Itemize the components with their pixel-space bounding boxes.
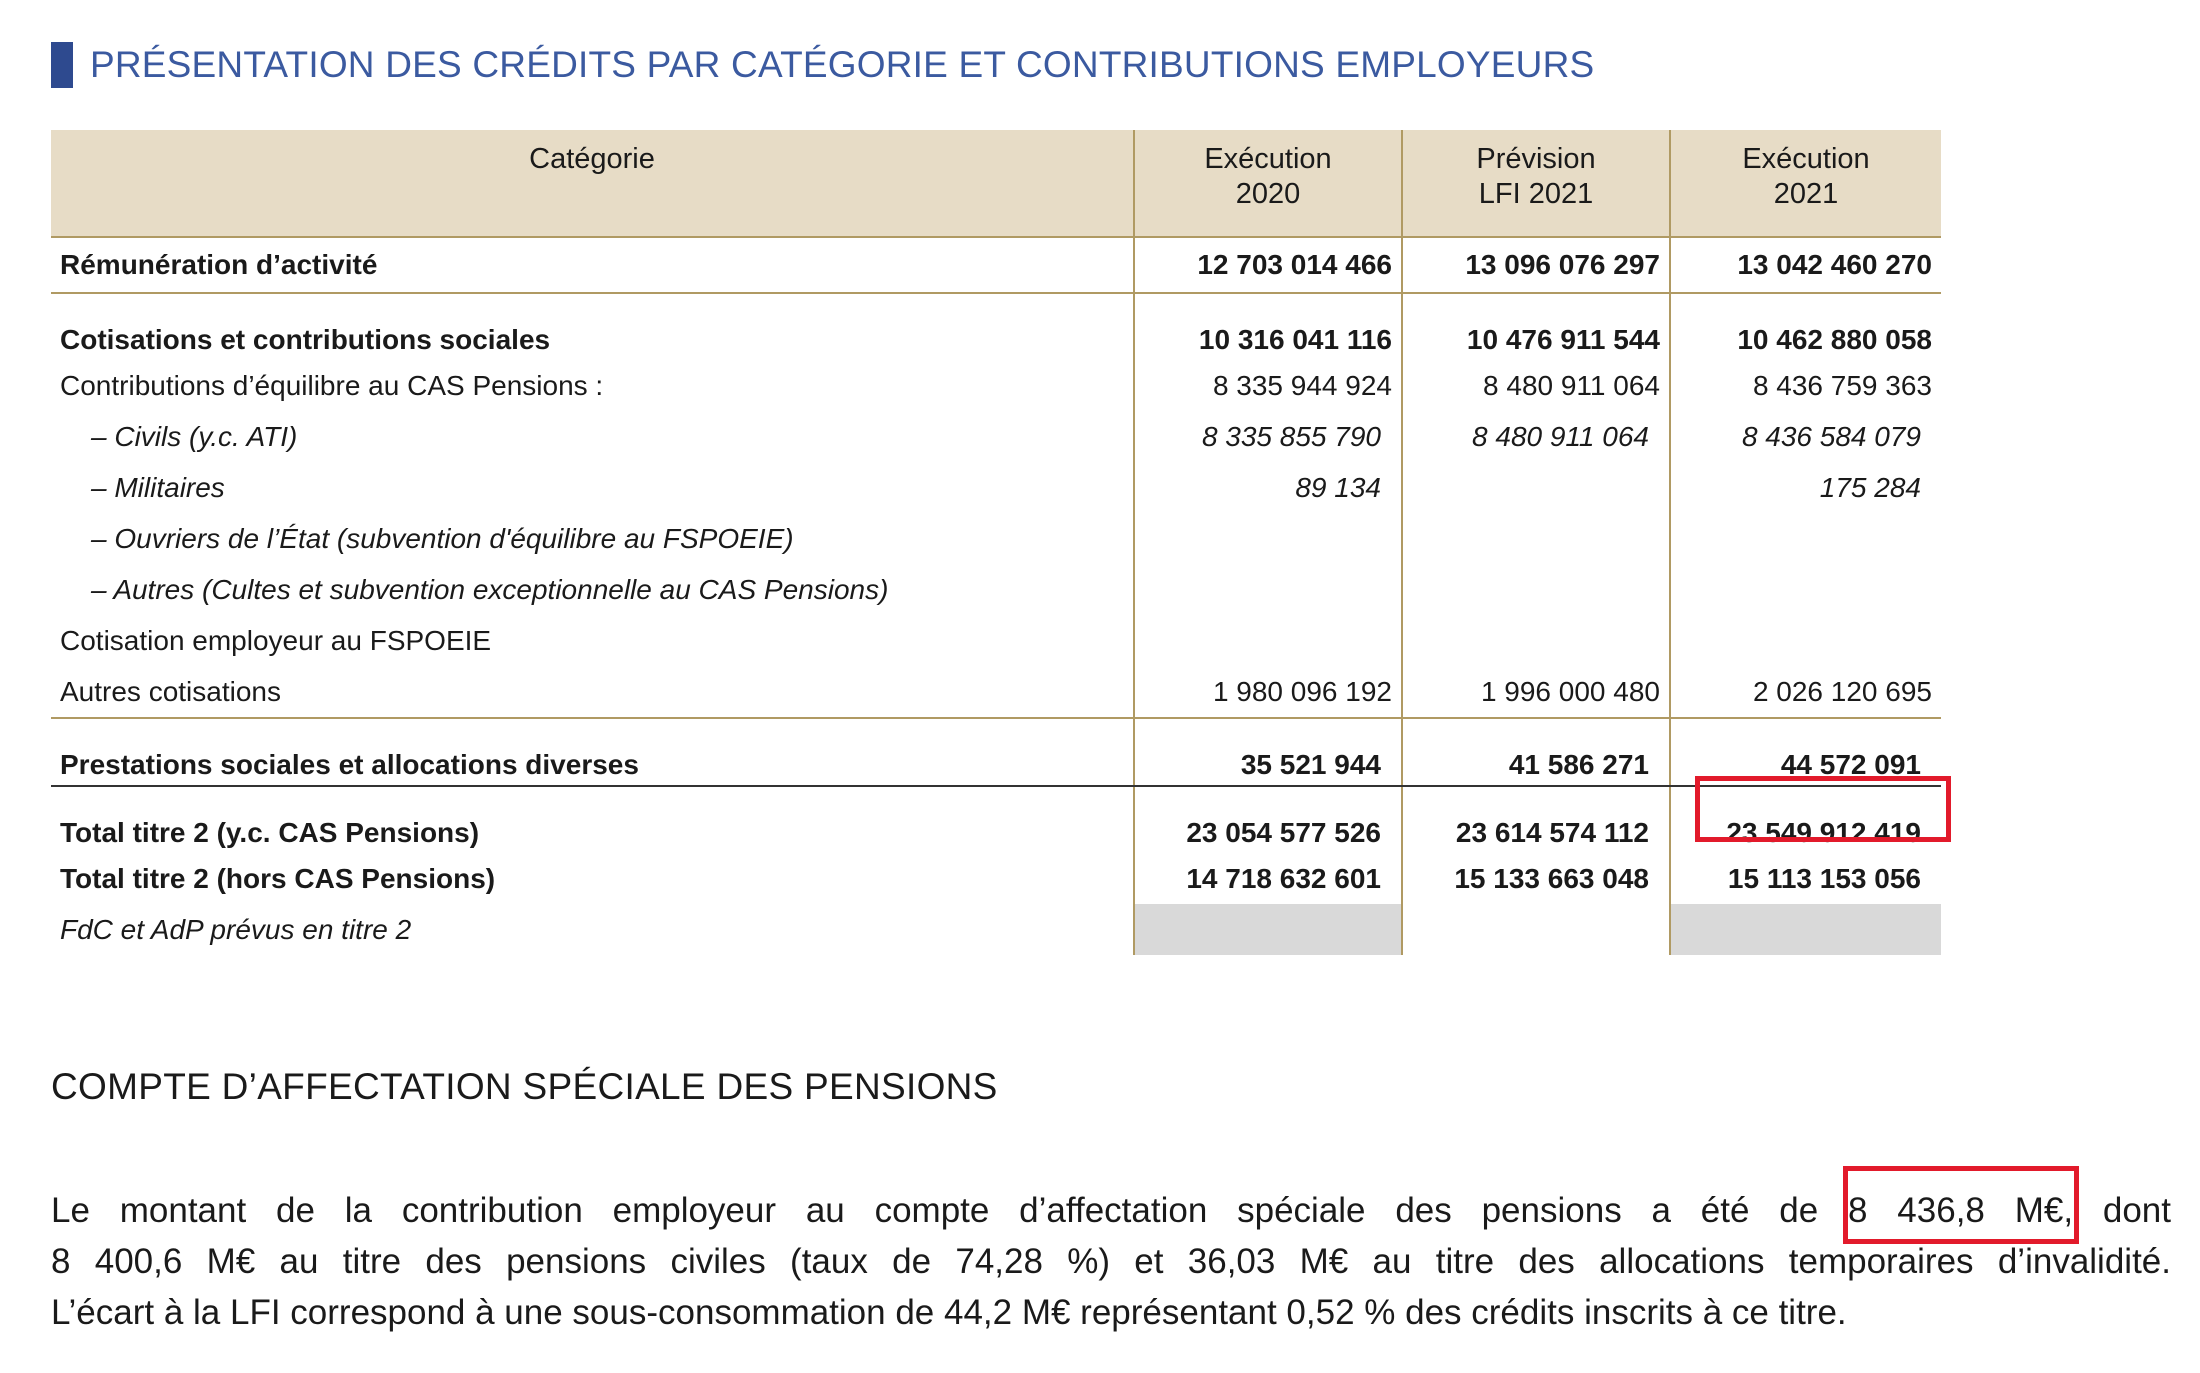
table-header-row: [51, 130, 1941, 237]
section-title: [51, 42, 1594, 88]
paragraph-line: 8 400,6 M€ au titre des pensions civiles (taux de 74,28 %) et 36,03 M€ au titre des allocations temporaires d’invalidité.: [51, 1242, 2171, 1281]
table-row: Cotisation employeur au FSPOEIE: [51, 615, 1941, 666]
header-category: Catégorie: [51, 130, 1134, 237]
table-row: Cotisations et contributions sociales 10 316 041 116 10 476 911 544 10 462 880 058: [51, 293, 1941, 360]
table-row: – Civils (y.c. ATI) 8 335 855 790 8 480 911 064 8 436 584 079: [51, 411, 1941, 462]
table-row: – Autres (Cultes et subvention exceptionnelle au CAS Pensions): [51, 564, 1941, 615]
table-row: Contributions d’équilibre au CAS Pensions : 8 335 944 924 8 480 911 064 8 436 759 363: [51, 360, 1941, 411]
table-row: Total titre 2 (y.c. CAS Pensions) 23 054 577 526 23 614 574 112 23 549 912 419: [51, 786, 1941, 853]
table-row: Autres cotisations 1 980 096 192 1 996 000 480 2 026 120 695: [51, 666, 1941, 718]
table-row: FdC et AdP prévus en titre 2: [51, 904, 1941, 955]
paragraph-line: Le montant de la contribution employeur au compte d’affectation spéciale des pensions a été de 8 436,8 M€, dont: [51, 1191, 2171, 1230]
table-row: Prestations sociales et allocations diverses 35 521 944 41 586 271 44 572 091: [51, 718, 1941, 786]
header-prevision-lfi-2021: Prévision LFI 2021: [1402, 130, 1670, 237]
table-row: – Ouvriers de l’État (subvention d'équilibre au FSPOEIE): [51, 513, 1941, 564]
highlight-box-total: [1695, 776, 1951, 842]
paragraph-line: L’écart à la LFI correspond à une sous-consommation de 44,2 M€ représentant 0,52 % des crédits inscrits à ce titre.: [51, 1293, 1847, 1332]
title-accent-bar: [51, 42, 73, 88]
highlighted-total-cell: 23 549 912 419: [1670, 786, 1941, 853]
table-row: Rémunération d’activité 12 703 014 466 13 096 076 297 13 042 460 270: [51, 237, 1941, 293]
header-execution-2021: Exécution 2021: [1670, 130, 1941, 237]
table-row: Total titre 2 (hors CAS Pensions) 14 718 632 601 15 133 663 048 15 113 153 056: [51, 853, 1941, 904]
credits-table: [51, 130, 1941, 955]
table-row: – Militaires 89 134 175 284: [51, 462, 1941, 513]
section-title-text: PRÉSENTATION DES CRÉDITS PAR CATÉGORIE ET CONTRIBUTIONS EMPLOYEURS: [90, 44, 1595, 85]
header-execution-2020: Exécution 2020: [1134, 130, 1402, 237]
sub-heading: COMPTE D’AFFECTATION SPÉCIALE DES PENSIONS: [51, 1066, 998, 1107]
highlight-box-amount: [1843, 1166, 2079, 1244]
